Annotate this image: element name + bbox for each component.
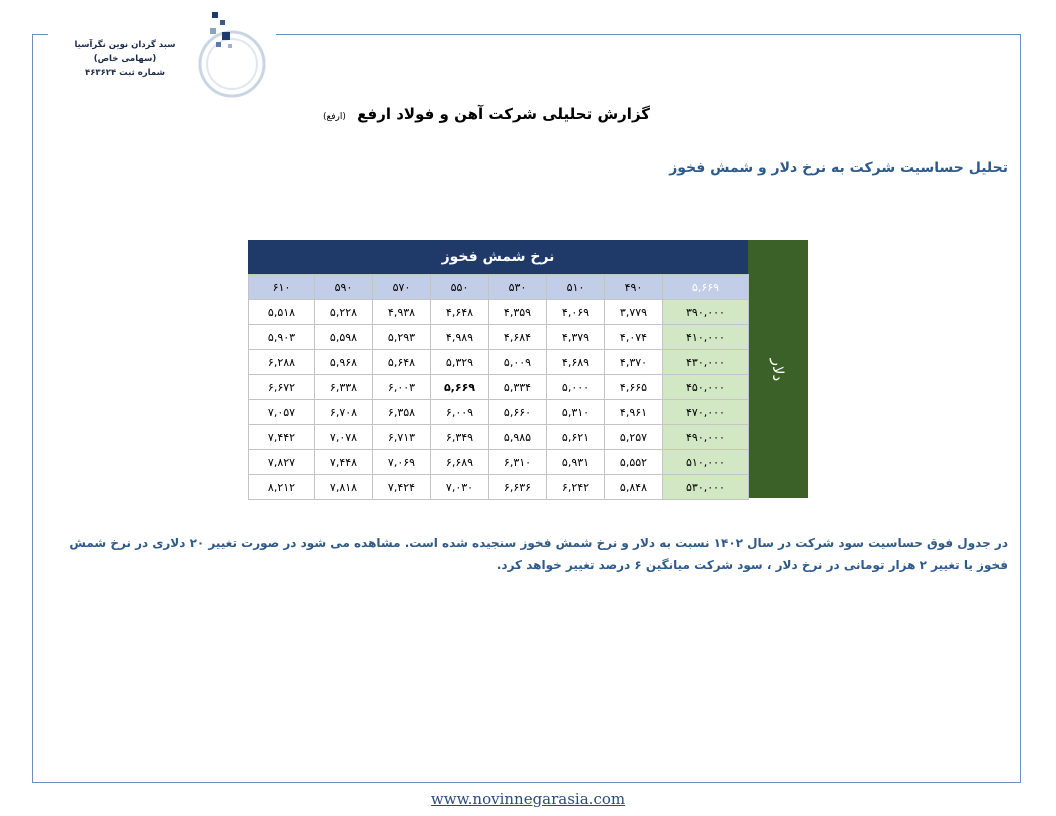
table-row [249,425,749,450]
value-cell: ۴,۹۶۱ [605,400,663,425]
base-value-cell: ۵,۶۶۹ [663,275,749,300]
value-cell: ۵,۵۵۲ [605,450,663,475]
table-header-row [249,275,749,300]
column-group-header: نرخ شمش فخوز [248,240,748,274]
report-subtitle: (ارفع) [322,112,346,122]
value-cell: ۷,۰۶۹ [373,450,431,475]
value-cell: ۵,۳۱۰ [547,400,605,425]
value-cell: ۵,۲۵۷ [605,425,663,450]
value-cell: ۶,۳۵۸ [373,400,431,425]
value-cell: ۵,۹۰۳ [249,325,315,350]
value-cell: ۵,۶۴۸ [373,350,431,375]
dollar-rate-cell: ۴۹۰,۰۰۰ [663,425,749,450]
column-header-cell: ۴۹۰ [605,275,663,300]
website-link[interactable]: www.novinnegarasia.com [430,790,626,808]
dollar-rate-cell: ۴۵۰,۰۰۰ [663,375,749,400]
value-cell: ۴,۹۸۹ [431,325,489,350]
dollar-rate-cell: ۵۱۰,۰۰۰ [663,450,749,475]
value-cell: ۵,۹۸۵ [489,425,547,450]
value-cell: ۸,۲۱۲ [249,475,315,500]
value-cell: ۵,۵۱۸ [249,300,315,325]
value-cell: ۴,۳۵۹ [489,300,547,325]
value-cell: ۴,۶۴۸ [431,300,489,325]
dollar-rate-cell: ۳۹۰,۰۰۰ [663,300,749,325]
value-cell: ۵,۶۶۰ [489,400,547,425]
value-cell: ۷,۸۲۷ [249,450,315,475]
value-cell: ۶,۳۳۸ [315,375,373,400]
company-type: (سهامی خاص) [93,54,157,64]
table-row [249,475,749,500]
value-cell: ۵,۶۶۹ [431,375,489,400]
value-cell: ۴,۶۶۵ [605,375,663,400]
table-row [249,325,749,350]
report-title-text: گزارش تحلیلی شرکت آهن و فولاد ارفع [357,105,650,123]
value-cell: ۶,۰۰۹ [431,400,489,425]
column-header-cell: ۶۱۰ [249,275,315,300]
value-cell: ۷,۸۱۸ [315,475,373,500]
value-cell: ۵,۸۴۸ [605,475,663,500]
row-group-label [748,340,808,400]
column-header-cell: ۵۵۰ [431,275,489,300]
sensitivity-grid [248,274,749,500]
section-title: تحلیل حساسیت شرکت به نرخ دلار و شمش فخوز [669,160,1008,176]
value-cell: ۴,۹۳۸ [373,300,431,325]
value-cell: ۴,۰۷۴ [605,325,663,350]
company-name: سبد گردان نوین نگرآسیا [74,40,176,50]
value-cell: ۴,۶۸۴ [489,325,547,350]
value-cell: ۴,۳۷۰ [605,350,663,375]
value-cell: ۵,۹۳۱ [547,450,605,475]
dollar-rate-cell: ۴۷۰,۰۰۰ [663,400,749,425]
table-row [249,375,749,400]
value-cell: ۵,۰۰۹ [489,350,547,375]
table-row [249,350,749,375]
company-logo-icon [190,6,270,102]
value-cell: ۴,۰۶۹ [547,300,605,325]
value-cell: ۶,۳۱۰ [489,450,547,475]
column-header-cell: ۵۷۰ [373,275,431,300]
sensitivity-table [248,240,808,498]
analysis-paragraph: در جدول فوق حساسیت سود شرکت در سال ۱۴۰۲ نسبت به دلار و نرخ شمش فخوز سنجیده شده است. مشاهده می شود در صورت تغییر ۲۰ دلاری در نرخ شمش فخوز یا تغییر ۲ هزار تومانی در نرخ دلار ، سود شرکت میانگین ۶ درصد تغییر خواهد کرد. [69,536,1008,572]
value-cell: ۶,۲۴۲ [547,475,605,500]
value-cell: ۷,۴۴۸ [315,450,373,475]
value-cell: ۵,۰۰۰ [547,375,605,400]
value-cell: ۵,۵۹۸ [315,325,373,350]
column-header-cell: ۵۳۰ [489,275,547,300]
table-row [249,400,749,425]
value-cell: ۴,۳۷۹ [547,325,605,350]
row-group-label-text: دلار [768,358,787,382]
report-title [323,105,650,123]
value-cell: ۷,۴۴۲ [249,425,315,450]
value-cell: ۵,۶۲۱ [547,425,605,450]
table-row [249,450,749,475]
value-cell: ۵,۳۳۴ [489,375,547,400]
table-row [249,300,749,325]
dollar-rate-cell: ۴۱۰,۰۰۰ [663,325,749,350]
value-cell: ۷,۴۲۴ [373,475,431,500]
value-cell: ۷,۰۷۸ [315,425,373,450]
dollar-rate-cell: ۵۳۰,۰۰۰ [663,475,749,500]
value-cell: ۳,۷۷۹ [605,300,663,325]
column-header-cell: ۵۹۰ [315,275,373,300]
value-cell: ۷,۰۵۷ [249,400,315,425]
value-cell: ۵,۳۲۹ [431,350,489,375]
value-cell: ۵,۹۶۸ [315,350,373,375]
registration-number: شماره ثبت ۴۶۳۶۲۴ [85,68,165,78]
value-cell: ۷,۰۳۰ [431,475,489,500]
dollar-rate-cell: ۴۳۰,۰۰۰ [663,350,749,375]
column-header-cell: ۵۱۰ [547,275,605,300]
value-cell: ۶,۰۰۳ [373,375,431,400]
value-cell: ۶,۷۱۳ [373,425,431,450]
value-cell: ۶,۳۴۹ [431,425,489,450]
value-cell: ۶,۲۸۸ [249,350,315,375]
company-logo-text [60,38,190,80]
value-cell: ۴,۶۸۹ [547,350,605,375]
value-cell: ۶,۷۰۸ [315,400,373,425]
value-cell: ۵,۲۹۳ [373,325,431,350]
value-cell: ۵,۲۲۸ [315,300,373,325]
value-cell: ۶,۶۷۲ [249,375,315,400]
value-cell: ۶,۶۸۹ [431,450,489,475]
value-cell: ۶,۶۳۶ [489,475,547,500]
